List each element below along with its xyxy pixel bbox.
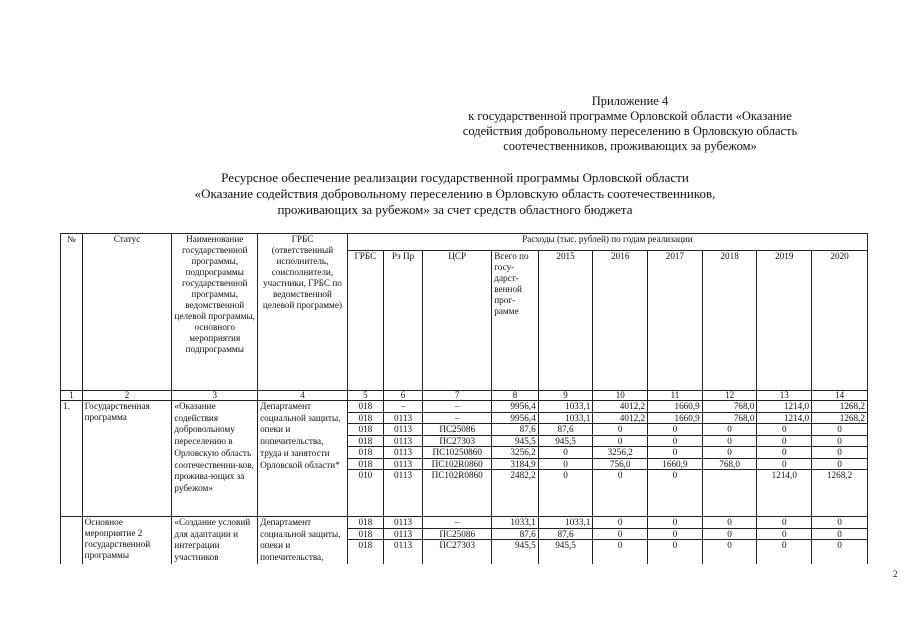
cell-2016: 3256,2 [593,447,648,459]
col-number: 13 [757,391,812,401]
cell-2019: 0 [757,447,812,459]
cell-2017: 0 [648,447,703,459]
cell-grbs: 018 [347,447,383,459]
cell-grbs: 018 [347,424,383,436]
cell-2017: 0 [648,424,703,436]
header-year-2017: 2017 [648,251,703,391]
title-line-1: Ресурсное обеспечение реализации государственной программы Орловской области [221,170,689,185]
section1-name: «Оказание содействия добровольному переселению в Орловскую область соотечественни-ков, прожива-ющих за рубежом» [172,401,258,517]
cell-2018: 0 [702,424,757,436]
header-name: Наименование государственной программы, подпрограммы государственной программы, ведомственной целевой программы, основного мероприятия подпрограммы [172,234,258,391]
cell-grbs: 018 [347,435,383,447]
col-number: 9 [538,391,593,401]
cell-total: 3256,2 [492,447,538,459]
header-row-1 [61,234,868,251]
header-year-2019: 2019 [757,251,812,391]
cell-csr: – [423,412,492,424]
cell-rzpr: 0113 [383,435,422,447]
col-number: 7 [423,391,492,401]
cell-grbs: 018 [347,517,383,529]
cell-2015: 87,6 [538,528,593,540]
header-col-total: Всего по госу-дарст-венной прог-рамме [492,251,538,391]
section2-status: Основное мероприятие 2 государственной программы [82,517,172,565]
cell-rzpr: 0113 [383,458,422,470]
col-number: 6 [383,391,422,401]
col-number: 3 [172,391,258,401]
cell-2017: 0 [648,435,703,447]
cell-2016: 0 [593,517,648,529]
header-col-csr: ЦСР [423,251,492,391]
cell-csr: ПС25086 [423,424,492,436]
cell-csr: ПС27303 [423,540,492,565]
col-number: 5 [347,391,383,401]
cell-total: 945,5 [492,435,538,447]
cell-2016: 756,0 [593,458,648,470]
cell-2019: 1214,0 [757,470,812,517]
cell-2018: 0 [702,528,757,540]
header-year-2020: 2020 [812,251,868,391]
cell-grbs: 018 [347,401,383,413]
cell-2020: 0 [812,540,868,565]
cell-2020: 0 [812,458,868,470]
section2-name: «Создание условий для адаптации и интеграции участников [172,517,258,565]
header-col-rzpr: Рз Пр [383,251,422,391]
cell-2016: 0 [593,528,648,540]
cell-rzpr: 0113 [383,424,422,436]
cell-grbs: 018 [347,528,383,540]
col-number: 4 [258,391,348,401]
cell-2018: 0 [702,447,757,459]
col-number: 11 [648,391,703,401]
cell-2017: 0 [648,540,703,565]
cell-2017: 0 [648,517,703,529]
header-year-2018: 2018 [702,251,757,391]
cell-2016: 0 [593,470,648,517]
cell-2019: 1214,0 [757,412,812,424]
cell-rzpr: 0113 [383,540,422,565]
cell-2019: 0 [757,424,812,436]
cell-2018: 0 [702,517,757,529]
col-number: 12 [702,391,757,401]
cell-2017: 1660,9 [648,412,703,424]
section1-status: Государственная программа [82,401,172,517]
cell-2017: 1660,9 [648,401,703,413]
cell-2015: 1033,1 [538,401,593,413]
header-grbs-executor: ГРБС (ответственный исполнитель, соисполнители, участники, ГРБС по ведомственной целевой программе) [258,234,348,391]
cell-2019: 0 [757,435,812,447]
cell-2015: 0 [538,470,593,517]
header-num: № [61,234,83,391]
cell-rzpr: 0113 [383,447,422,459]
cell-grbs: 010 [347,470,383,517]
cell-total: 9956,4 [492,401,538,413]
cell-rzpr: 0113 [383,470,422,517]
cell-2015: 1033,1 [538,517,593,529]
cell-2018 [702,470,757,517]
cell-csr: ПС10250860 [423,447,492,459]
col-number: 10 [593,391,648,401]
document-title [140,170,770,218]
cell-2016: 4012,2 [593,401,648,413]
cell-2019: 0 [757,458,812,470]
cell-2020: 0 [812,435,868,447]
cell-rzpr: 0113 [383,528,422,540]
col-number: 8 [492,391,538,401]
cell-2015: 0 [538,458,593,470]
header-expenses: Расходы (тыс. рублей) по годам реализации [347,234,867,251]
cell-csr: ПС25086 [423,528,492,540]
appendix-line-3: содействия добровольному переселению в Орловскую область [462,124,798,138]
section1-executor: Департамент социальной защиты, опеки и попечительства, труда и занятости Орловской области* [258,401,348,517]
cell-2017: 1660,9 [648,458,703,470]
cell-2015: 945,5 [538,435,593,447]
section2-executor: Департамент социальной защиты, опеки и попечительства, [258,517,348,565]
header-col-grbs: ГРБС [347,251,383,391]
appendix-line-2: к государственной программе Орловской области «Оказание [468,109,792,123]
cell-total: 87,6 [492,424,538,436]
title-line-2: «Оказание содействия добровольному переселению в Орловскую область соотечественников, [194,186,716,201]
cell-total: 1033,1 [492,517,538,529]
cell-2020: 1268,2 [812,470,868,517]
cell-grbs: 018 [347,540,383,565]
cell-2019: 0 [757,517,812,529]
cell-2019: 0 [757,540,812,565]
title-line-3: проживающих за рубежом» за счет средств областного бюджета [277,202,633,217]
cell-2018: 768,0 [702,412,757,424]
cell-2015: 945,5 [538,540,593,565]
cell-csr: ПС102R0860 [423,470,492,517]
section2-num [61,517,83,565]
cell-2019: 0 [757,528,812,540]
cell-2018: 0 [702,540,757,565]
cell-csr: – [423,401,492,413]
cell-2020: 0 [812,517,868,529]
appendix-line-1: Приложение 4 [591,94,669,108]
cell-total: 9956,4 [492,412,538,424]
page-marker: 2 [893,569,898,579]
cell-2020: 0 [812,447,868,459]
cell-2016: 0 [593,435,648,447]
cell-grbs: 018 [347,412,383,424]
cell-csr: ПС102R0860 [423,458,492,470]
cell-2018: 768,0 [702,401,757,413]
col-number: 1 [61,391,83,401]
cell-2018: 768,0 [702,458,757,470]
cell-total: 3184,9 [492,458,538,470]
header-year-2016: 2016 [593,251,648,391]
cell-total: 87,6 [492,528,538,540]
cell-2020: 1268,2 [812,412,868,424]
col-number: 14 [812,391,868,401]
cell-2018: 0 [702,435,757,447]
cell-2015: 1033,1 [538,412,593,424]
appendix-line-4: соотечественников, проживающих за рубежом» [503,139,757,153]
cell-2020: 0 [812,424,868,436]
cell-2016: 0 [593,540,648,565]
cell-2020: 0 [812,528,868,540]
cell-2017: 0 [648,528,703,540]
cell-2016: 0 [593,424,648,436]
cell-rzpr: 0113 [383,412,422,424]
cell-csr: – [423,517,492,529]
section1-num: 1. [61,401,83,517]
cell-2016: 4012,2 [593,412,648,424]
resource-table [60,233,868,564]
header-year-2015: 2015 [538,251,593,391]
cell-2015: 87,6 [538,424,593,436]
header-status: Статус [82,234,172,391]
cell-grbs: 018 [347,458,383,470]
cell-total: 2482,2 [492,470,538,517]
section2-row [61,517,868,529]
column-numbers-row [61,391,868,401]
appendix-header [430,94,830,154]
col-number: 2 [82,391,172,401]
cell-rzpr: 0113 [383,517,422,529]
cell-csr: ПС27303 [423,435,492,447]
section1-row [61,401,868,413]
cell-2017: 0 [648,470,703,517]
cell-total: 945,5 [492,540,538,565]
cell-2019: 1214,0 [757,401,812,413]
cell-2020: 1268,2 [812,401,868,413]
cell-2015: 0 [538,447,593,459]
cell-rzpr: – [383,401,422,413]
